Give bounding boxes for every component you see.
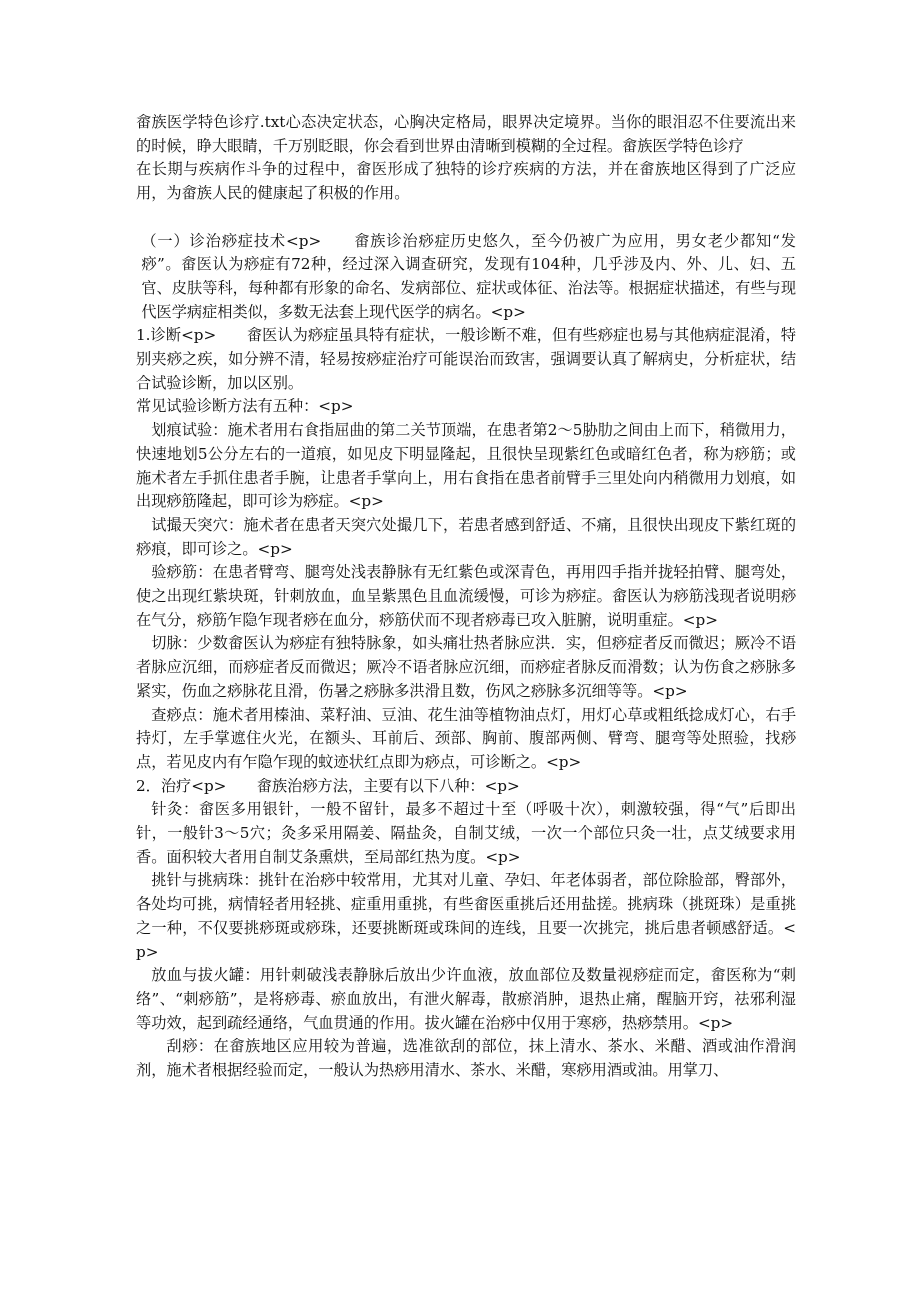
- diagnosis-paragraph: 1.诊断<p> 畲医认为痧症虽具特有症状，一般诊断不难，但有些痧症也易与其他病症混淆，特别夹痧之疾，如分辨不清，轻易按痧症治疗可能误治而致害，强调要认真了解病史，分析症状，结合试验诊断，加以区别。: [136, 326, 796, 392]
- treatment-scraping: 刮痧：在畲族地区应用较为普遍，选准欲刮的部位，抹上清水、茶水、米醋、酒或油作滑润剂，施术者根据经验而定，一般认为热痧用清水、茶水、米醋，寒痧用酒或油。用掌刀、: [136, 1037, 796, 1080]
- method-pulse: 切脉：少数畲医认为痧症有独特脉象，如头痛壮热者脉应洪．实，但痧症者反而微迟；厥冷不语者脉应沉细，而痧症者反而微迟；厥冷不语者脉应沉细，而痧症者脉反而滑数；认为伤食之痧脉多紧实，伤血之痧脉花且滑，伤暑之痧脉多洪滑且数，伤风之痧脉多沉细等等。<p>: [136, 634, 796, 700]
- treatment-bloodletting-cupping: 放血与拔火罐：用针刺破浅表静脉后放出少许血液，放血部位及数量视痧症而定，畲医称为“刺络”、“刺痧筋”，是将痧毒、瘀血放出，有泄火解毒，散瘀消肿，退热止痛，醒脑开窍，祛邪利湿等功效，起到疏经通络，气血贯通的作用。拔火罐在治痧中仅用于寒痧，热痧禁用。<p>: [136, 966, 796, 1032]
- treatment-acupuncture: 针灸：畲医多用银针，一般不留针，最多不超过十至（呼吸十次），刺激较强，得“气”后即出针，一般针3～5穴；灸多采用隔姜、隔盐灸，自制艾绒，一次一个部位只灸一壮，点艾绒要求用香。面积较大者用自制艾条熏烘，至局部红热为度。<p>: [136, 800, 796, 866]
- methods-intro: 常见试验诊断方法有五种：<p>: [136, 397, 354, 416]
- method-sha-points: 查痧点：施术者用榛油、菜籽油、豆油、花生油等植物油点灯，用灯心草或粗纸捻成灯心，右手持灯，左手掌遮住火光，在额头、耳前后、颈部、胸前、腹部两侧、臂弯、腿弯等处照验，找痧点，若见皮内有乍隐乍现的蚊迹状红点即为痧点，可诊断之。<p>: [136, 705, 796, 771]
- intro-paragraph: 畲族医学特色诊疗.txt心态决定状态，心胸决定格局，眼界决定境界。当你的眼泪忍不住要流出来的时候，睁大眼睛，千万别眨眼，你会看到世界由清晰到模糊的全过程。畲族医学特色诊疗: [136, 113, 796, 155]
- method-sha-veins: 验痧筋：在患者臂弯、腿弯处浅表静脉有无红紫色或深青色，再用四手指并拢轻拍臂、腿弯处，使之出现红紫块斑，针刺放血，血呈紫黑色且血流缓慢，可诊为痧症。畲医认为痧筋浅现者说明痧在气分，痧筋乍隐乍现者痧在血分，痧筋伏而不现者痧毒已攻入脏腑，说明重症。<p>: [136, 563, 796, 629]
- treatment-heading: 2．治疗<p> 畲族治痧方法，主要有以下八种：<p>: [136, 776, 520, 795]
- document-page: [136, 111, 796, 1083]
- section-heading-sha-treatment: （一）诊治痧症技术<p> 畲族诊治痧症历史悠久，至今仍被广为应用，男女老少都知“发痧”。畲医认为痧症有72种，经过深入调查研究，发现有104种，几乎涉及内、外、儿、妇、五官、皮肤等科，每种都有形象的命名、发病部位、症状或体征、治法等。根据症状描述，有些与现代医学病症相类似，多数无法套上现代医学的病名。<p>: [141, 231, 796, 321]
- overview-paragraph: 在长期与疾病作斗争的过程中，畲医形成了独特的诊疗疾病的方法，并在畲族地区得到了广泛应用，为畲族人民的健康起了积极的作用。: [136, 160, 796, 203]
- blank-line: [136, 206, 796, 230]
- method-scratch-test: 划痕试验：施术者用右食指屈曲的第二关节顶端，在患者第2～5胁肋之间由上而下，稍微用力，快速地划5公分左右的一道痕，如见皮下明显隆起，且很快呈现紫红色或暗红色者，称为痧筋；或施术者左手抓住患者手腕，让患者手掌向上，用右食指在患者前臂手三里处向内稍微用力划痕，如出现痧筋隆起，即可诊为痧症。<p>: [136, 421, 796, 511]
- treatment-needle-picking: 挑针与挑病珠：挑针在治痧中较常用，尤其对儿童、孕妇、年老体弱者，部位除脸部，臀部外，各处均可挑，病情轻者用轻挑、症重用重挑，有些畲医重挑后还用盐搓。挑病珠（挑斑珠）是重挑之一种，不仅要挑痧斑或痧珠，还要挑断斑或珠间的连线，且要一次挑完，挑后患者顿感舒适。<p>: [136, 871, 796, 961]
- method-tiantu-pinch: 试撮天突穴：施术者在患者天突穴处撮几下，若患者感到舒适、不痛，且很快出现皮下紫红斑的痧痕，即可诊之。<p>: [136, 515, 796, 558]
